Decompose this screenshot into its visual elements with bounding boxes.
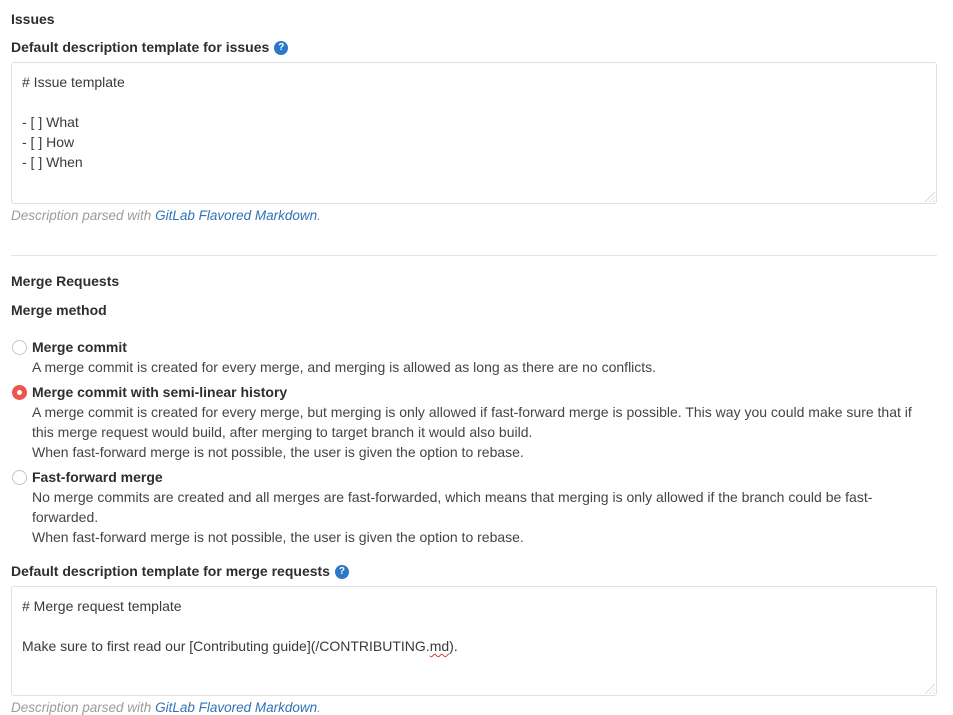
radio-unchecked-icon[interactable] — [12, 470, 27, 485]
mr-template-text: ). — [449, 638, 458, 654]
helper-prefix: Description parsed with — [11, 208, 156, 223]
merge-method-label — [11, 303, 937, 318]
merge-method-label-text: Merge method — [11, 302, 107, 318]
textarea-resize-handle-icon[interactable] — [924, 191, 935, 202]
merge-requests-section-heading: Merge Requests — [11, 273, 120, 289]
issue-template-line: - [ ] How — [22, 134, 75, 150]
mr-template-helper — [11, 700, 937, 715]
radio-option-description: No merge commits are created and all merges are fast-forwarded, which means that merging is only allowed if the branch could be fast-forwarded. — [32, 489, 873, 525]
radio-option-description: When fast-forward merge is not possible, the user is given the option to rebase. — [32, 529, 524, 545]
mr-template-text: Make sure to first read our [Contributing guide](/CONTRIBUTING. — [22, 638, 430, 654]
gfm-link[interactable]: GitLab Flavored Markdown — [155, 208, 318, 223]
radio-option-description: When fast-forward merge is not possible, the user is given the option to rebase. — [32, 444, 524, 460]
issue-template-label-text: Default description template for issues — [11, 39, 270, 55]
radio-unchecked-icon[interactable] — [12, 340, 27, 355]
textarea-resize-handle-icon[interactable] — [924, 683, 935, 694]
mr-template-line: # Merge request template — [22, 598, 182, 614]
helper-suffix: . — [317, 208, 321, 223]
radio-option-label[interactable]: Fast-forward merge — [32, 469, 163, 485]
radio-checked-icon[interactable] — [12, 385, 27, 400]
issue-template-line — [22, 92, 926, 112]
help-icon[interactable]: ? — [274, 41, 288, 55]
issues-section-heading: Issues — [11, 11, 55, 27]
merge-method-radio-group — [11, 337, 937, 547]
mr-template-line — [22, 636, 926, 656]
issue-template-line: # Issue template — [22, 74, 125, 90]
mr-template-line — [22, 616, 926, 636]
radio-option-description: A merge commit is created for every merge, but merging is only allowed if fast-forward merge is possible. This way you could make sure that if this merge request would build, after merging to target branch it would also build. — [32, 404, 912, 440]
helper-suffix: . — [317, 700, 321, 715]
gfm-link[interactable]: GitLab Flavored Markdown — [155, 700, 318, 715]
misspelled-word: md — [429, 638, 450, 654]
issue-template-textarea[interactable] — [11, 62, 937, 204]
radio-option-fast-forward[interactable] — [11, 467, 937, 547]
helper-prefix: Description parsed with — [11, 700, 156, 715]
mr-template-label — [11, 564, 937, 579]
radio-option-merge-commit[interactable] — [11, 337, 937, 377]
radio-option-label[interactable]: Merge commit — [32, 339, 127, 355]
project-settings-content — [11, 0, 937, 715]
radio-option-description: A merge commit is created for every merge, and merging is allowed as long as there are no conflicts. — [32, 359, 657, 375]
mr-template-label-text: Default description template for merge requests — [11, 563, 330, 579]
issue-template-line: - [ ] When — [22, 154, 83, 170]
help-icon[interactable]: ? — [335, 565, 349, 579]
radio-option-semi-linear[interactable] — [11, 382, 937, 462]
issue-template-line: - [ ] What — [22, 114, 79, 130]
mr-template-textarea[interactable] — [11, 586, 937, 696]
issue-template-label — [11, 40, 937, 55]
radio-option-label[interactable]: Merge commit with semi-linear history — [32, 384, 288, 400]
section-divider — [11, 255, 937, 256]
issue-template-helper — [11, 208, 937, 223]
